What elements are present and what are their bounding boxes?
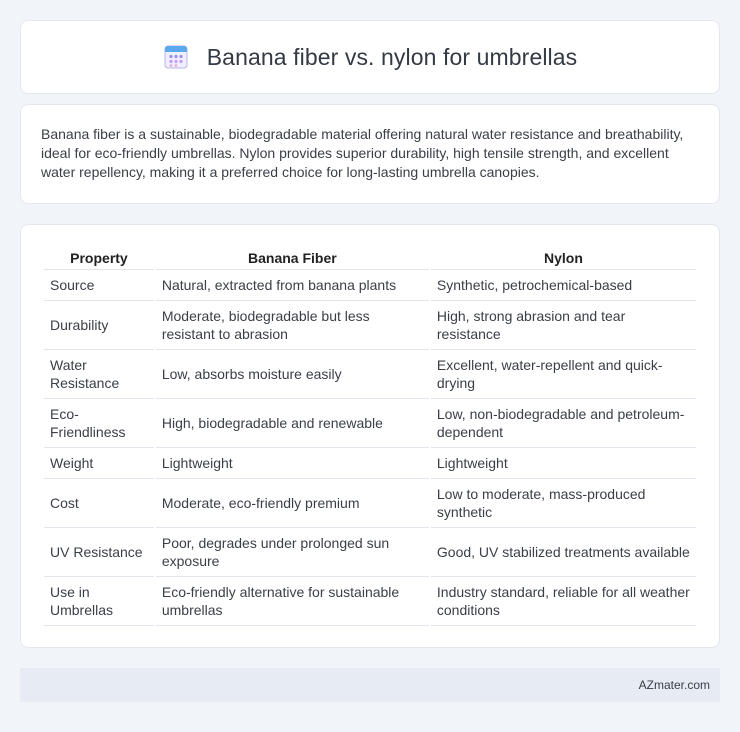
footer-brand: AZmater.com [638, 678, 710, 692]
header-banana-fiber: Banana Fiber [156, 245, 429, 270]
cell-nylon: Industry standard, reliable for all weather conditions [431, 577, 696, 626]
comparison-table [42, 245, 698, 626]
cell-banana-fiber: Moderate, biodegradable but less resistant to abrasion [156, 301, 429, 350]
cell-banana-fiber: Eco-friendly alternative for sustainable umbrellas [156, 577, 429, 626]
title-wrap [163, 44, 578, 71]
cell-nylon: Low to moderate, mass-produced synthetic [431, 479, 696, 528]
cell-banana-fiber: Natural, extracted from banana plants [156, 270, 429, 301]
table-row [44, 350, 696, 399]
intro-paragraph: Banana fiber is a sustainable, biodegradable material offering natural water resistance and breathability, ideal for eco-friendly umbrellas. Nylon provides superior durability, high tensile strength, and excellent water repellency, making it a preferred choice for long-lasting umbrella canopies. [41, 126, 684, 180]
cell-banana-fiber: Moderate, eco-friendly premium [156, 479, 429, 528]
header-property: Property [44, 245, 154, 270]
cell-property: Eco-Friendliness [44, 399, 154, 448]
cell-banana-fiber: Poor, degrades under prolonged sun exposure [156, 528, 429, 577]
table-header-row [44, 245, 696, 270]
cell-property: Water Resistance [44, 350, 154, 399]
table-row [44, 301, 696, 350]
intro-card [20, 104, 720, 204]
page-title: Banana fiber vs. nylon for umbrellas [206, 43, 578, 70]
table-row [44, 270, 696, 301]
cell-nylon: Synthetic, petrochemical-based [431, 270, 696, 301]
cell-property: Weight [44, 448, 154, 479]
cell-nylon: High, strong abrasion and tear resistance [431, 301, 696, 350]
table-icon [163, 44, 189, 70]
cell-property: Source [44, 270, 154, 301]
cell-nylon: Low, non-biodegradable and petroleum-dependent [431, 399, 696, 448]
cell-nylon: Excellent, water-repellent and quick-drying [431, 350, 696, 399]
cell-nylon: Lightweight [431, 448, 696, 479]
footer-bar [20, 668, 720, 702]
cell-banana-fiber: High, biodegradable and renewable [156, 399, 429, 448]
cell-property: Cost [44, 479, 154, 528]
cell-banana-fiber: Lightweight [156, 448, 429, 479]
cell-property: Use in Umbrellas [44, 577, 154, 626]
header-nylon: Nylon [431, 245, 696, 270]
cell-property: Durability [44, 301, 154, 350]
table-row [44, 577, 696, 626]
cell-property: UV Resistance [44, 528, 154, 577]
table-row [44, 399, 696, 448]
cell-nylon: Good, UV stabilized treatments available [431, 528, 696, 577]
title-card [20, 20, 720, 94]
table-row [44, 528, 696, 577]
table-row [44, 448, 696, 479]
table-row [44, 479, 696, 528]
table-card [20, 224, 720, 648]
cell-banana-fiber: Low, absorbs moisture easily [156, 350, 429, 399]
